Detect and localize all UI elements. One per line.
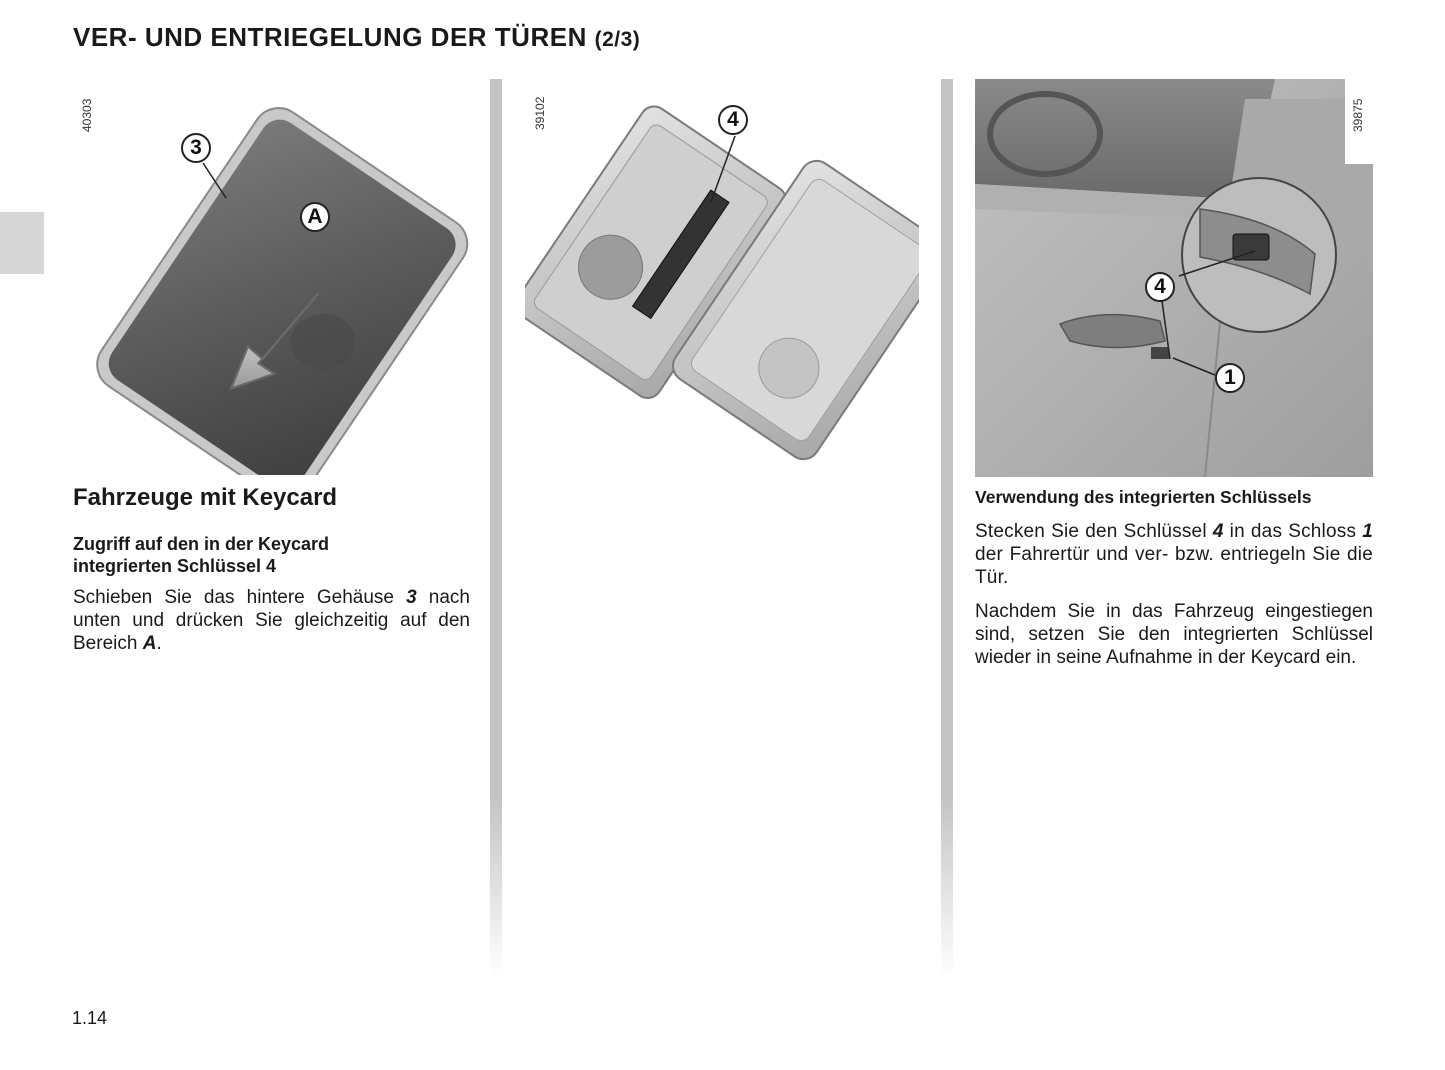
subheading-line-1: Zugriff auf den in der Keycard: [73, 534, 330, 554]
figure-code-keycard: 40303: [80, 98, 94, 132]
text-segment: der Fahrertür und ver- bzw. entriegeln Sie die Tür.: [975, 544, 1373, 588]
page-title: [73, 22, 640, 53]
callout-a: A: [300, 202, 330, 232]
callout-4: 4: [718, 105, 748, 135]
right-column-text: [975, 486, 1373, 669]
left-column-text: [73, 484, 470, 655]
column-divider-left: [490, 79, 502, 979]
paragraph-slide-housing: [73, 586, 470, 655]
paragraph-insert-key: [975, 520, 1373, 589]
opened-keycard-illustration: [525, 80, 919, 475]
subheading-access-key: [73, 533, 470, 577]
callout-1: 1: [1215, 363, 1245, 393]
reference-1: 1: [1362, 521, 1373, 542]
callout-3: 3: [181, 133, 211, 163]
figure-code-door-handle: 39875: [1351, 98, 1365, 132]
subheading-use-integrated-key: Verwendung des integrierten Schlüssels: [975, 487, 1312, 507]
page-number: 1.14: [72, 1008, 108, 1028]
text-segment: Schieben Sie das hintere Gehäuse: [73, 587, 407, 608]
text-segment: nach unten und drücken Sie gleichzeitig auf den Bereich: [73, 587, 470, 654]
section-heading-keycard: Fahrzeuge mit Keycard: [73, 484, 338, 511]
door-handle-drawing: [975, 79, 1373, 477]
text-segment: .: [156, 633, 162, 654]
subheading-line-2: integrierten Schlüssel 4: [73, 556, 277, 576]
reference-4: 4: [1212, 521, 1224, 542]
keycard-leader-lines: [73, 80, 470, 475]
figure-code-opened-keycard: 39102: [533, 96, 547, 130]
reference-a: A: [142, 633, 157, 654]
door-handle-photo: [975, 79, 1373, 477]
text-segment: in das Schloss: [1223, 521, 1363, 542]
keycard-illustration: [73, 80, 470, 475]
page-title-main: VER- UND ENTRIEGELUNG DER TÜREN: [73, 22, 587, 52]
paragraph-reinsert-key: Nachdem Sie in das Fahrzeug eingestiegen sind, setzen Sie den integrierten Schlüssel wieder in seine Aufnahme in der Keycard ein.: [975, 601, 1373, 668]
text-segment: Stecken Sie den Schlüssel: [975, 521, 1213, 542]
reference-3: 3: [406, 587, 417, 608]
page-title-part-indicator: (2/3): [594, 28, 641, 51]
callout-4: 4: [1145, 272, 1175, 302]
opened-keycard-drawing: [525, 80, 919, 475]
column-divider-right: [941, 79, 953, 979]
chapter-tab-marker: [0, 212, 44, 274]
